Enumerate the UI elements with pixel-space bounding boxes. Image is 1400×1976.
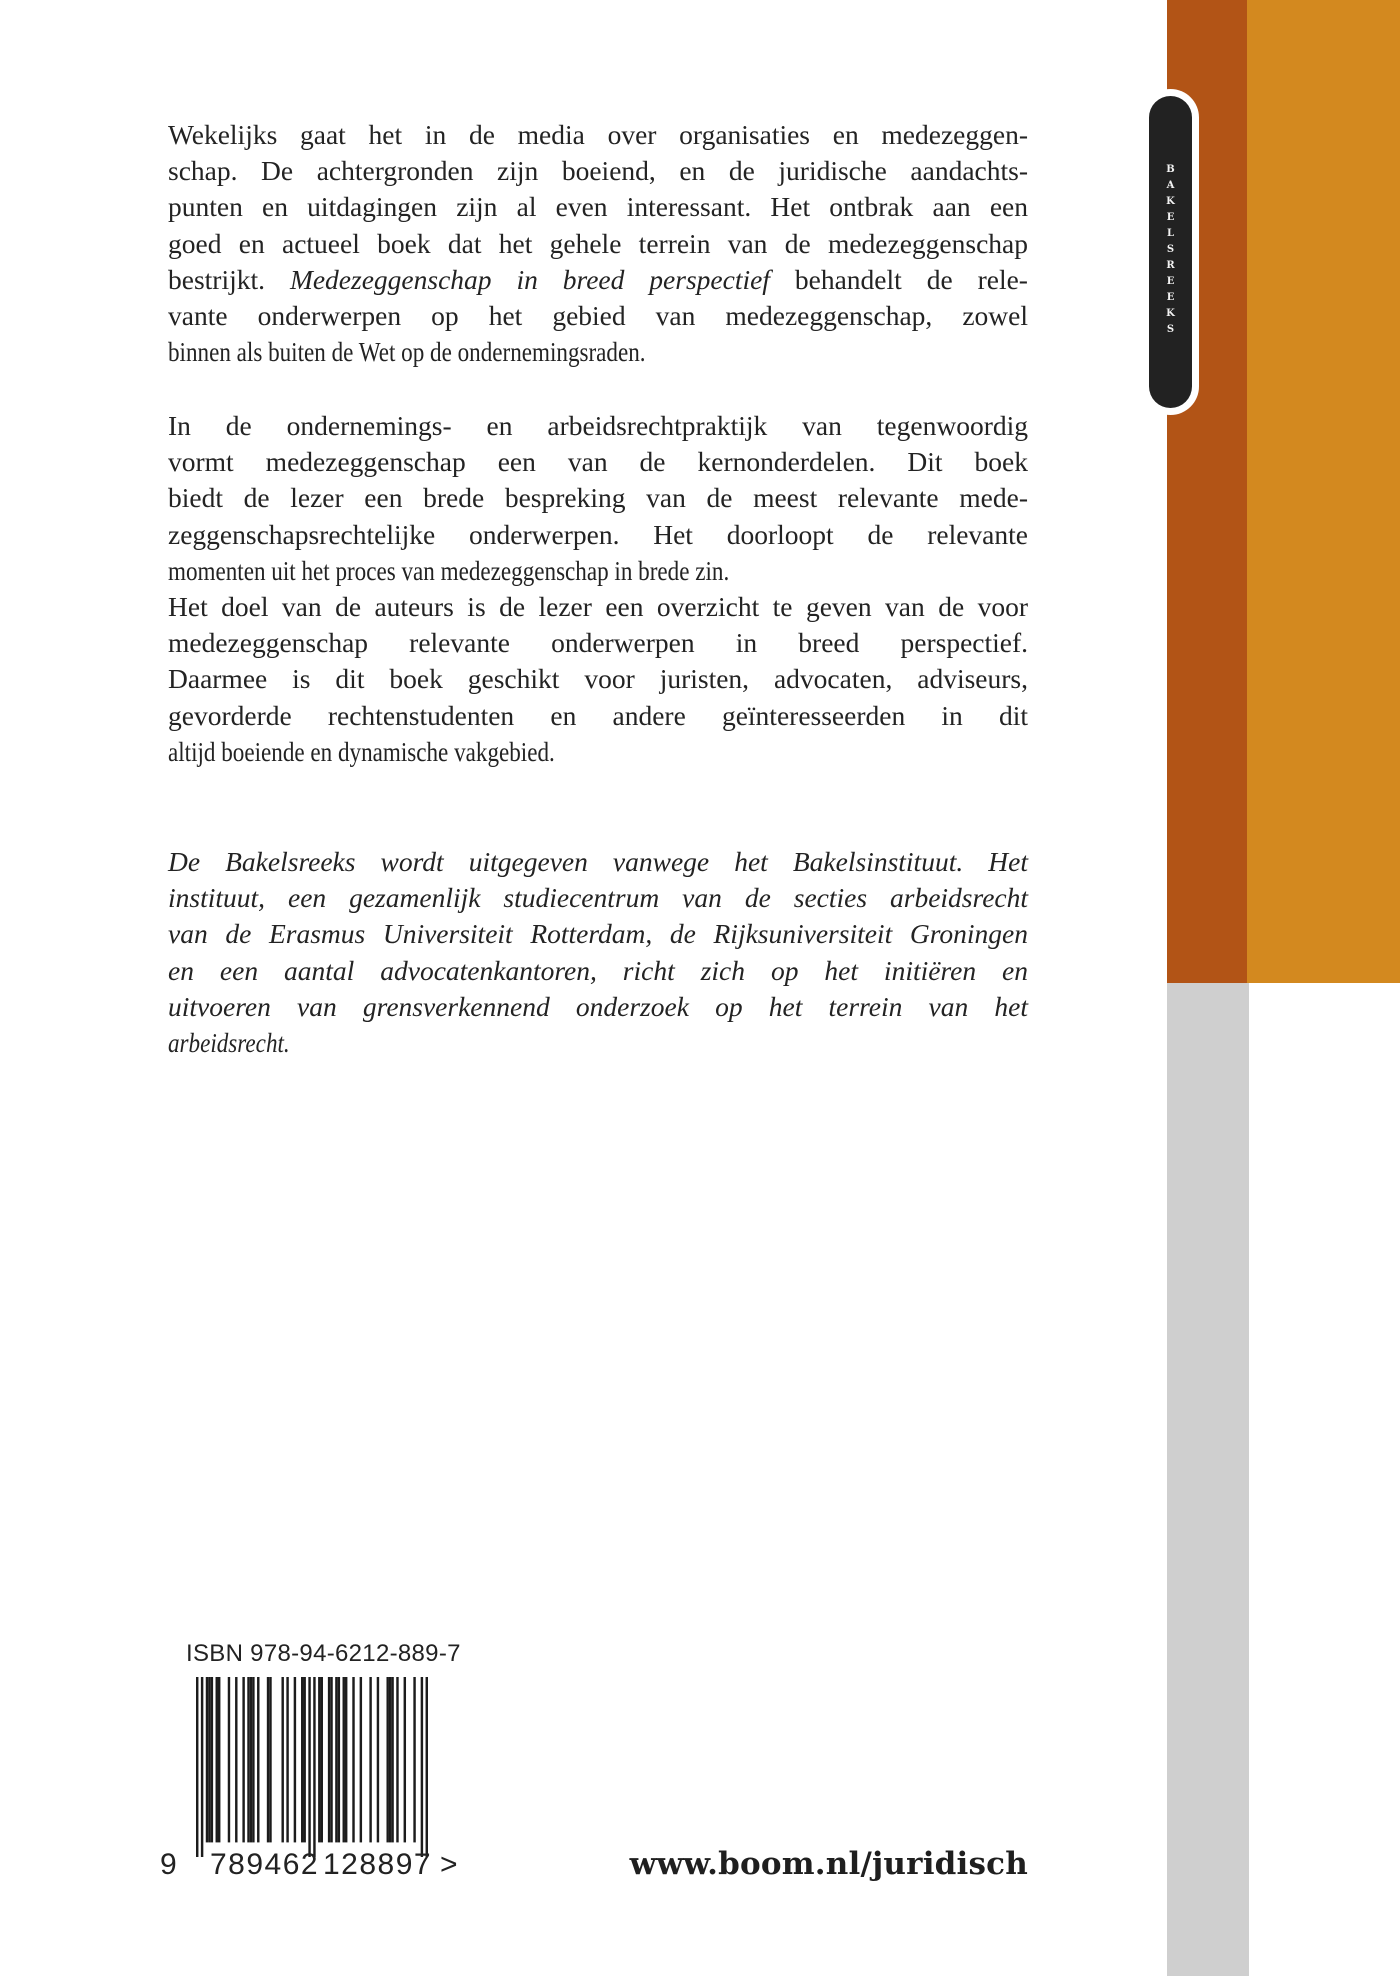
barcode-bar — [201, 1677, 203, 1857]
text-line — [168, 1025, 1028, 1061]
text-line — [168, 989, 1028, 1025]
barcode-bar — [286, 1677, 288, 1842]
text-segment: vante onderwerpen op het gebied van medezeggenschap, zowel — [168, 299, 1028, 331]
barcode-digits-left: 789462 — [210, 1848, 320, 1881]
isbn-label: ISBN 978-94-6212-889-7 — [186, 1640, 461, 1667]
text-segment: Daarmee is dit boek geschikt voor juristen, advocaten, adviseurs, — [168, 663, 1028, 695]
barcode-bar — [360, 1677, 362, 1842]
barcode-bar — [250, 1677, 252, 1842]
barcode-bar — [343, 1677, 345, 1842]
text-segment: van de Erasmus Universiteit Rotterdam, de Rijksuniversiteit Groningen — [168, 918, 1028, 950]
barcode-bar — [267, 1677, 269, 1842]
text-line — [168, 262, 1028, 298]
text-segment: medezeggenschap relevante onderwerpen in breed perspectief. — [168, 627, 1028, 659]
barcode-bar — [235, 1677, 237, 1842]
barcode-bar — [301, 1677, 303, 1842]
series-description — [168, 844, 1028, 1061]
text-line — [168, 480, 1028, 516]
publisher-website: www.boom.nl/juridisch — [629, 1846, 1028, 1882]
barcode-bar — [218, 1677, 220, 1842]
barcode-bar — [303, 1677, 305, 1842]
barcode-bar — [413, 1677, 415, 1842]
text-line — [168, 916, 1028, 952]
text-segment: In de ondernemings- en arbeidsrechtpraktijk van tegenwoordig — [168, 410, 1028, 441]
text-segment: instituut, een gezamenlijk studiecentrum van de secties arbeidsrecht — [168, 882, 1028, 914]
barcode-bar — [252, 1677, 254, 1842]
text-line — [168, 444, 1028, 480]
text-segment: binnen als buiten de Wet op de ondernemingsraden. — [168, 336, 646, 368]
barcode-bar — [281, 1677, 283, 1842]
barcode-bar — [396, 1677, 398, 1842]
barcode-quiet-zone-marker: > — [440, 1848, 458, 1881]
barcode-digits-right: 128897 — [323, 1848, 433, 1881]
barcode-bar — [247, 1677, 249, 1842]
barcode-bar — [345, 1677, 347, 1842]
barcode-bar — [389, 1677, 391, 1842]
barcode-bar — [242, 1677, 244, 1842]
text-segment: Wekelijks gaat het in de media over organisaties en medezeggen- — [168, 119, 1028, 150]
barcode-bar — [369, 1677, 371, 1842]
text-segment: goed en actueel boek dat het gehele terrein van de medezeggenschap — [168, 227, 1028, 259]
barcode-bar — [269, 1677, 271, 1842]
barcode-bar — [352, 1677, 354, 1842]
text-segment: De Bakelsreeks wordt uitgegeven vanwege het Bakelsinstituut. Het — [168, 846, 1028, 877]
barcode-bar — [257, 1677, 259, 1842]
text-line — [168, 625, 1028, 661]
barcode-bar — [208, 1677, 210, 1842]
text-line — [168, 844, 1028, 880]
text-segment: behandelt de rele- — [769, 263, 1028, 295]
text-segment: momenten uit het proces van medezeggenschap in brede zin. — [168, 554, 730, 586]
text-line — [168, 734, 1028, 770]
text-segment: bestrijkt. — [168, 263, 290, 295]
text-segment: en een aantal advocatenkantoren, richt zich op het initiëren en — [168, 954, 1028, 986]
barcode-bar — [426, 1677, 428, 1857]
text-segment: Het doel van de auteurs is de lezer een overzicht te geven van de voor — [168, 591, 1028, 622]
series-tab — [1149, 96, 1192, 408]
series-label: BAKELSREEKS — [1165, 164, 1176, 340]
text-segment: uitvoeren van grensverkennend onderzoek op het terrein van het — [168, 990, 1028, 1022]
barcode-bar — [391, 1677, 393, 1842]
barcode-bar — [330, 1677, 332, 1842]
cover-band-grey — [1167, 983, 1249, 1976]
barcode-bar — [313, 1677, 315, 1857]
text-line — [168, 189, 1028, 225]
isbn-barcode — [196, 1677, 428, 1857]
barcode-bar — [206, 1677, 208, 1842]
text-line — [168, 226, 1028, 262]
barcode-digit-first: 9 — [160, 1848, 177, 1881]
text-line — [168, 589, 1028, 625]
barcode-bar — [404, 1677, 406, 1842]
barcode-bar — [377, 1677, 379, 1842]
text-line — [168, 408, 1028, 444]
text-line — [168, 553, 1028, 589]
barcode-bar — [228, 1677, 230, 1842]
barcode-bar — [386, 1677, 388, 1842]
text-segment: arbeidsrecht. — [168, 1026, 290, 1058]
barcode-bar — [196, 1677, 198, 1857]
barcode-bar — [211, 1677, 213, 1842]
barcode-bar — [294, 1677, 296, 1842]
book-title: Medezeggenschap in breed perspectief — [289, 263, 770, 295]
text-segment: biedt de lezer een brede bespreking van de meest relevante mede- — [168, 482, 1028, 514]
text-line — [168, 661, 1028, 697]
barcode-bar — [421, 1677, 423, 1857]
blurb-paragraph-3 — [168, 589, 1028, 770]
barcode-digits — [160, 1848, 480, 1888]
barcode-bar — [318, 1677, 320, 1842]
text-segment: vormt medezeggenschap een van de kernonderdelen. Dit boek — [168, 446, 1028, 478]
text-line — [168, 698, 1028, 734]
text-line — [168, 153, 1028, 189]
barcode-bar — [321, 1677, 323, 1842]
text-segment: zeggenschapsrechtelijke onderwerpen. Het doorloopt de relevante — [168, 518, 1028, 550]
cover-band-light-orange — [1247, 0, 1400, 983]
text-line — [168, 298, 1028, 334]
barcode-bar — [338, 1677, 340, 1842]
text-line — [168, 953, 1028, 989]
text-segment: punten en uitdagingen zijn al even interessant. Het ontbrak aan een — [168, 191, 1028, 223]
barcode-bar — [335, 1677, 337, 1842]
barcode-bar — [308, 1677, 310, 1857]
text-line — [168, 334, 1028, 370]
text-segment: gevorderde rechtenstudenten en andere geïnteresseerden in dit — [168, 699, 1028, 731]
blurb-paragraph-2 — [168, 408, 1028, 589]
text-line — [168, 117, 1028, 153]
barcode-bar — [216, 1677, 218, 1842]
text-line — [168, 517, 1028, 553]
barcode-bar — [328, 1677, 330, 1842]
text-segment: schap. De achtergronden zijn boeiend, en de juridische aandachts- — [168, 155, 1028, 187]
text-segment: altijd boeiende en dynamische vakgebied. — [168, 735, 555, 767]
text-line — [168, 880, 1028, 916]
blurb-paragraph-1 — [168, 117, 1028, 370]
